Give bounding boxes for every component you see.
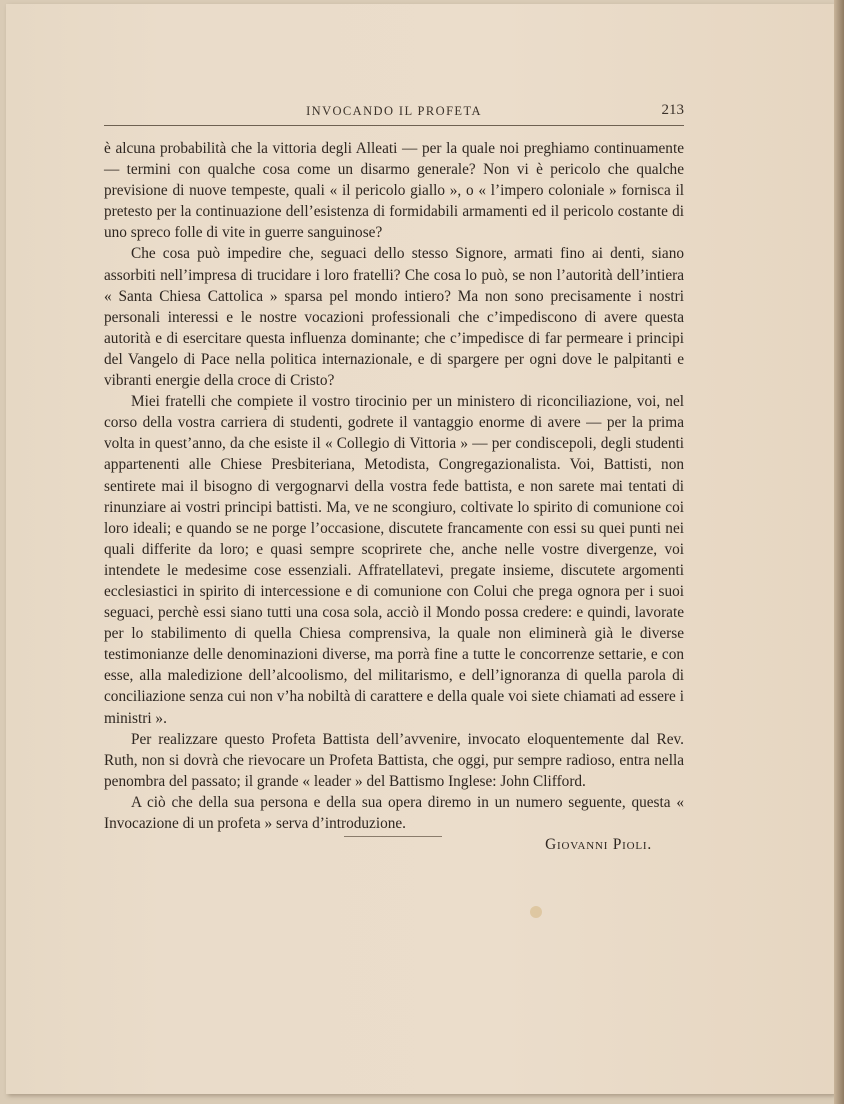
section-end-rule — [344, 836, 442, 837]
body-text — [104, 138, 684, 855]
paper-stain — [530, 906, 542, 918]
paragraph: Per realizzare questo Profeta Battista dell’avvenire, invocato eloquentemente dal Rev. Ruth, non si dovrà che rievocare un Profeta Battista, che oggi, pur sempre radioso, entra nella penombra del passato; il grande « leader » del Battismo Inglese: John Clifford. — [104, 730, 684, 790]
header-rule — [104, 125, 684, 126]
page-number: 213 — [661, 102, 684, 118]
paragraph: A ciò che della sua persona e della sua opera diremo in un numero seguente, questa « Invocazione di un profeta » serva d’introduzione. — [104, 793, 684, 832]
author-signature: Giovanni Pioli. — [545, 836, 652, 854]
running-title: INVOCANDO IL PROFETA — [306, 104, 482, 118]
paragraph: Miei fratelli che compiete il vostro tirocinio per un ministero di riconciliazione, voi, nel corso della vostra carriera di studenti, godrete il vantaggio enorme di avere — per la prima volta in quest’anno, da che esiste il « Collegio di Vittoria » — per condiscepoli, degli studenti appartenenti alle Chiese Presbiteriana, Metodista, Congregazionalista. Voi, Battisti, non sentirete mai il bisogno di vergognarvi della vostra fede battista, e non sarete mai tentati di rinunziare ai vostri principi battisti. Ma, ve ne scongiuro, coltivate lo spirito di comunione coi loro ideali; e quando se ne porge l’occasione, discutete francamente con essi su quei punti nei quali differite da loro; e quasi sempre scoprirete che, anche nelle vostre divergenze, voi intendete le medesime cose essenziali. Affratellatevi, pregate insieme, discutete argomenti ecclesiastici in spirito di intercessione e di comunione con Colui che prega ognora per i suoi seguaci, perchè essi siano tutti una cosa sola, acciò il Mondo possa credere: e quindi, lavorate per lo stabilimento di quella Chiesa comprensiva, la quale non eliminerà già le diverse testimonianze delle denominazioni diverse, ma porrà fine a tutte le concorrenze settarie, e con esse, alla maledizione dell’alcoolismo, del militarismo, e dell’ignoranza di quella parola di conciliazione senza cui non v’ha nobiltà di carattere e della quale voi siete chiamati ad essere i ministri ». — [104, 393, 684, 727]
paragraph: Che cosa può impedire che, seguaci dello stesso Signore, armati fino ai denti, siano assorbiti nell’impresa di trucidare i loro fratelli? Che cosa lo può, se non l’autorità dell’intiera « Santa Chiesa Cattolica » sparsa pel mondo intiero? Ma non sono precisamente i nostri personali interessi e le nostre vocazioni professionali che c’impediscono di avere questa autorità e di esercitare questa influenza dominante; che c’impedisce di far permeare i principi del Vangelo di Pace nella politica internazionale, e di spargere per ogni dove le palpitanti e vibranti energie della croce di Cristo? — [104, 245, 684, 390]
page-edge — [834, 0, 844, 1104]
paragraph-continued: è alcuna probabilità che la vittoria degli Alleati — per la quale noi preghiamo continuamente — termini con qualche cosa come un disarmo generale? Non vi è pericolo che qualche previsione di nuove tempeste, quali « il pericolo giallo », o « l’impero coloniale » fornisca il pretesto per la continuazione dell’esistenza di formidabili armamenti ed il pericolo costante di uno spreco folle di vite in guerre sanguinose? — [104, 140, 684, 242]
running-header — [104, 102, 684, 122]
